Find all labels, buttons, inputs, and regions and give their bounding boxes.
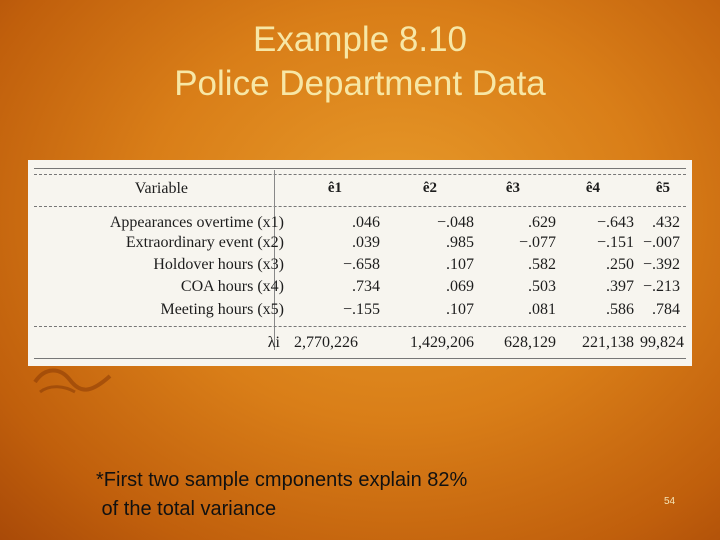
table-cell: .081 bbox=[528, 301, 556, 318]
lambda-separator-rule bbox=[34, 326, 686, 327]
table-cell: −.155 bbox=[342, 301, 380, 318]
table-cell: .586 bbox=[606, 301, 634, 318]
table-cell: .046 bbox=[352, 214, 380, 231]
table-top-rule bbox=[34, 168, 686, 169]
eigenvalue-cell: 1,429,206 bbox=[410, 334, 474, 351]
table-cell: −.213 bbox=[642, 278, 680, 295]
column-header-e1: ê1 bbox=[327, 180, 342, 196]
table-cell: .432 bbox=[652, 214, 680, 231]
page-number: 54 bbox=[664, 496, 676, 507]
column-header-e3: ê3 bbox=[505, 180, 520, 196]
row-label: Meeting hours (x5) bbox=[160, 301, 284, 318]
header-bottom-rule bbox=[34, 206, 686, 207]
table-cell: .985 bbox=[446, 234, 474, 251]
table-cell: .503 bbox=[528, 278, 556, 295]
table-cell: .784 bbox=[652, 301, 680, 318]
table-cell: .629 bbox=[528, 214, 556, 231]
eigenvalue-cell: 99,824 bbox=[640, 334, 684, 351]
row-label: Extraordinary event (x2) bbox=[125, 234, 284, 251]
table-cell: .250 bbox=[606, 256, 634, 273]
footnote bbox=[96, 466, 467, 524]
table-bottom-rule bbox=[34, 358, 686, 359]
table-cell: −.151 bbox=[596, 234, 634, 251]
pca-table bbox=[28, 160, 692, 366]
variable-header: Variable bbox=[134, 180, 188, 197]
eigenvalue-cell: 221,138 bbox=[582, 334, 634, 351]
table-cell: −.658 bbox=[342, 256, 380, 273]
title-line-2: Police Department Data bbox=[174, 64, 546, 103]
decorative-swirl-graphic bbox=[30, 362, 120, 402]
title-line-1: Example 8.10 bbox=[252, 20, 468, 59]
row-label: COA hours (x4) bbox=[180, 278, 284, 295]
footnote-line-1: *First two sample cmponents explain 82% bbox=[96, 469, 468, 491]
lambda-label: λi bbox=[267, 334, 280, 351]
table-cell: .107 bbox=[446, 256, 474, 273]
table-cell: .397 bbox=[606, 278, 634, 295]
column-header-e2: ê2 bbox=[422, 180, 437, 196]
row-label: Appearances overtime (x1) bbox=[109, 214, 284, 231]
table-cell: −.007 bbox=[642, 234, 680, 251]
table-cell: .107 bbox=[446, 301, 474, 318]
column-header-e4: ê4 bbox=[585, 180, 600, 196]
slide-title bbox=[0, 18, 720, 106]
table-cell: .069 bbox=[446, 278, 474, 295]
table-cell: .582 bbox=[528, 256, 556, 273]
table-cell: .039 bbox=[352, 234, 380, 251]
table-cell: −.643 bbox=[596, 214, 634, 231]
table-cell: −.392 bbox=[642, 256, 680, 273]
table-cell: −.048 bbox=[436, 214, 474, 231]
column-header-e5: ê5 bbox=[655, 180, 670, 196]
table-cell: .734 bbox=[352, 278, 380, 295]
eigenvalue-cell: 2,770,226 bbox=[294, 334, 358, 351]
table-cell: −.077 bbox=[518, 234, 556, 251]
row-label: Holdover hours (x3) bbox=[153, 256, 284, 273]
footnote-line-2: of the total variance bbox=[96, 498, 277, 520]
table-top-dashed-rule bbox=[34, 174, 686, 175]
eigenvalue-cell: 628,129 bbox=[504, 334, 556, 351]
